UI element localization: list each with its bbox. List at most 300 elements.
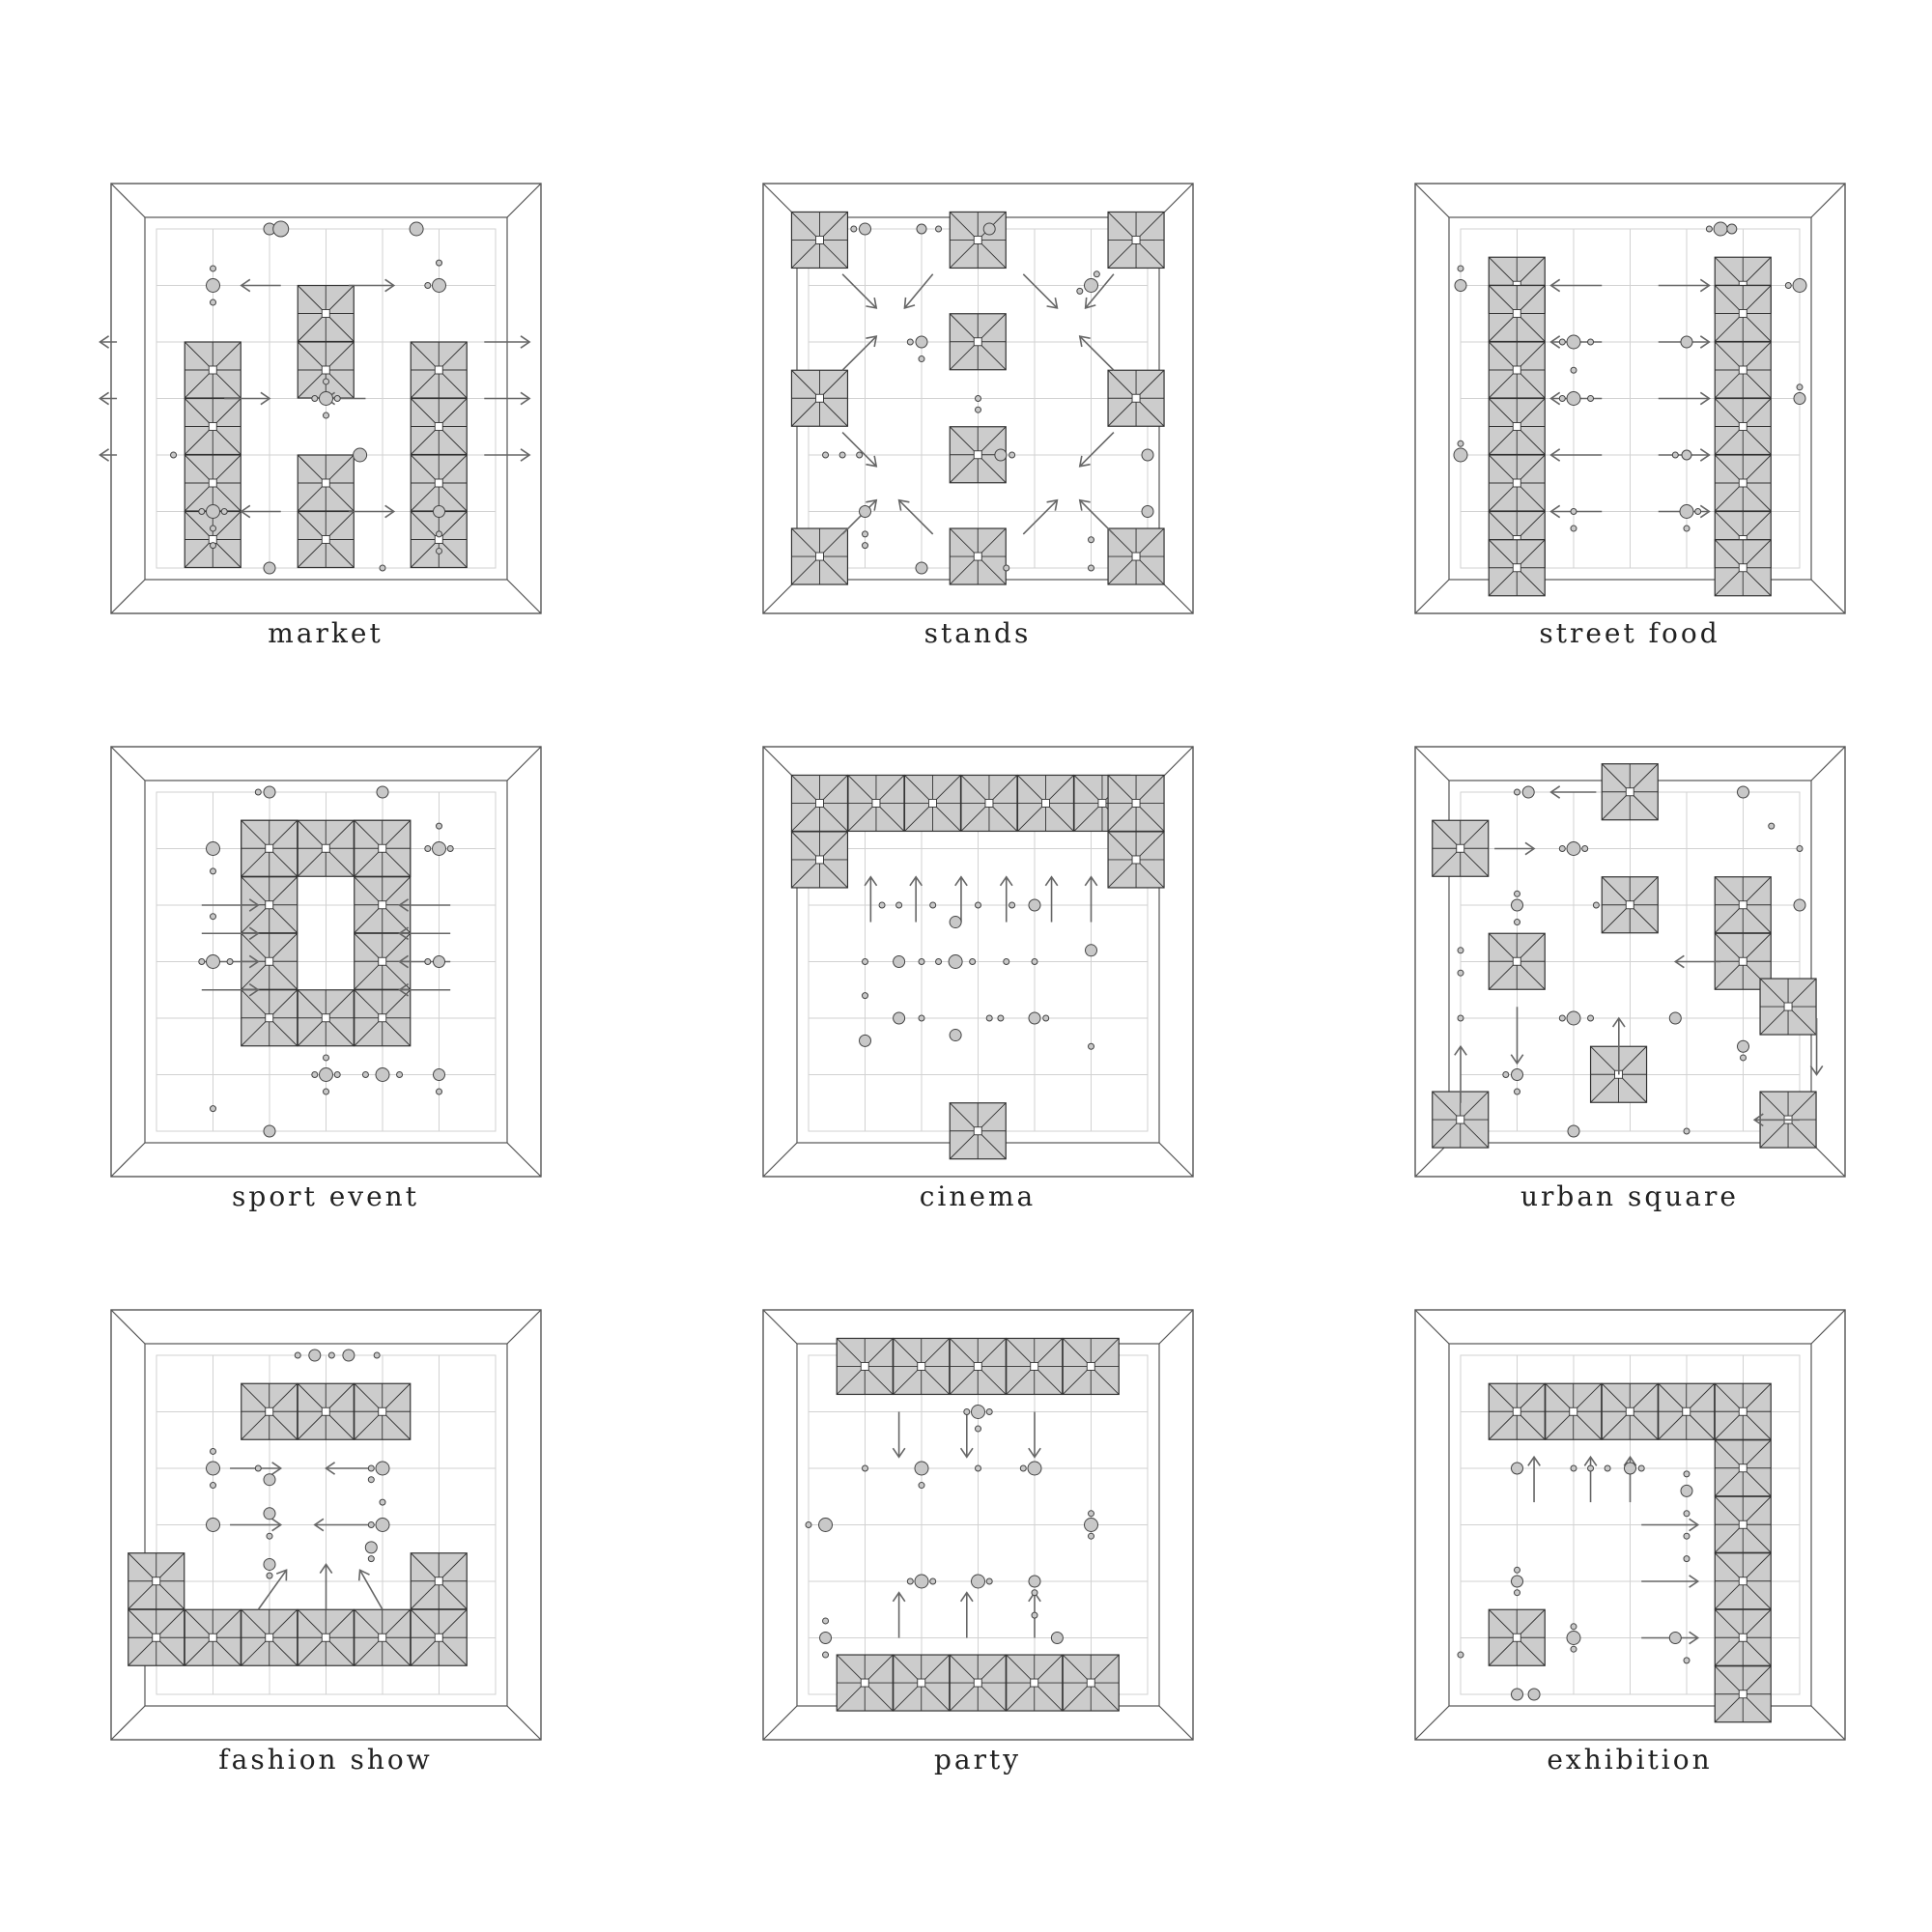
module-post	[1513, 957, 1520, 965]
person-marker-icon	[199, 509, 205, 515]
person-marker-icon	[995, 449, 1007, 461]
person-marker-icon	[434, 506, 445, 518]
person-marker-icon	[1741, 1055, 1747, 1061]
canopy-module-icon	[1715, 1609, 1771, 1665]
person-marker-icon	[1512, 1576, 1523, 1587]
module-post	[209, 1634, 216, 1641]
canopy-module-icon	[355, 990, 411, 1046]
module-post	[1132, 394, 1140, 402]
person-marker-icon	[930, 902, 936, 908]
flow-arrow-icon	[1675, 955, 1720, 967]
person-marker-icon	[1515, 891, 1520, 896]
person-marker-icon	[1714, 222, 1727, 236]
canopy-module-icon	[1715, 455, 1771, 511]
canopy-module-icon	[791, 832, 847, 888]
canopy-module-icon	[298, 455, 354, 511]
canopy-module-icon	[894, 1655, 950, 1711]
person-marker-icon	[1089, 1043, 1094, 1049]
person-marker-icon	[1515, 789, 1520, 795]
person-marker-icon	[264, 562, 275, 574]
module-post	[1570, 1407, 1577, 1415]
module-post	[1626, 901, 1634, 909]
corner-bevel	[507, 1706, 541, 1740]
module-post	[861, 1362, 868, 1370]
person-marker-icon	[1458, 1652, 1463, 1658]
person-marker-icon	[1455, 280, 1466, 292]
person-marker-icon	[1738, 1040, 1749, 1052]
module-post	[435, 366, 442, 374]
module-post	[1513, 479, 1520, 487]
person-marker-icon	[839, 452, 845, 458]
canopy-module-icon	[1063, 1655, 1119, 1711]
canopy-module-icon	[950, 1103, 1006, 1159]
person-marker-icon	[1593, 902, 1599, 908]
canopy-module-icon	[1715, 1666, 1771, 1722]
canopy-module-icon	[1489, 342, 1545, 398]
arrow-shaft	[899, 500, 933, 534]
person-marker-icon	[986, 1578, 992, 1584]
module-post	[918, 1362, 925, 1370]
module-post	[928, 799, 936, 807]
person-marker-icon	[380, 1499, 385, 1505]
person-marker-icon	[1794, 899, 1805, 911]
module-post	[322, 1407, 329, 1415]
person-marker-icon	[1669, 1633, 1681, 1644]
panel-party	[763, 1310, 1193, 1776]
person-marker-icon	[1029, 1012, 1040, 1024]
module-post	[1098, 799, 1106, 807]
module-post	[1739, 1520, 1747, 1528]
person-marker-icon	[1684, 1556, 1690, 1562]
module-post	[1683, 1407, 1690, 1415]
module-post	[815, 799, 823, 807]
person-marker-icon	[1085, 279, 1098, 293]
module-post	[1132, 799, 1140, 807]
person-marker-icon	[207, 279, 220, 293]
person-marker-icon	[879, 902, 885, 908]
flow-arrow-icon	[230, 1519, 281, 1530]
module-post	[974, 236, 981, 243]
module-post	[1087, 1362, 1094, 1370]
flow-arrow-icon	[1023, 274, 1057, 308]
person-marker-icon	[1588, 1465, 1594, 1471]
module-post	[322, 1634, 329, 1641]
canopy-module-icon	[1489, 286, 1545, 342]
canopy-module-icon	[128, 1609, 185, 1665]
person-marker-icon	[255, 1465, 261, 1471]
person-marker-icon	[863, 993, 868, 999]
canopy-module-icon	[904, 775, 960, 831]
person-marker-icon	[1029, 1576, 1040, 1587]
person-marker-icon	[936, 959, 942, 965]
corner-bevel	[1415, 580, 1449, 613]
person-marker-icon	[917, 224, 926, 234]
person-marker-icon	[972, 1575, 985, 1588]
panel-caption: exhibition	[1547, 1744, 1713, 1776]
person-marker-icon	[425, 283, 431, 289]
corner-bevel	[111, 1310, 145, 1344]
corner-bevel	[507, 1143, 541, 1177]
person-marker-icon	[1567, 335, 1580, 349]
person-marker-icon	[211, 868, 216, 874]
arrow-shaft	[842, 433, 876, 467]
canopy-module-icon	[1715, 1440, 1771, 1496]
canopy-module-icon	[1715, 1383, 1771, 1439]
flow-arrow-icon	[349, 279, 394, 291]
module-post	[1457, 1116, 1464, 1123]
module-post	[1626, 788, 1634, 796]
module-post	[1041, 799, 1049, 807]
flow-arrow-icon	[100, 392, 118, 404]
module-post	[872, 799, 880, 807]
canopy-module-icon	[355, 1383, 411, 1439]
canopy-module-icon	[298, 1609, 354, 1665]
person-marker-icon	[1515, 1590, 1520, 1596]
person-marker-icon	[1567, 1011, 1580, 1025]
people-markers	[806, 1406, 1098, 1659]
canopy-module-icon	[185, 399, 241, 455]
person-marker-icon	[324, 379, 329, 384]
flow-arrow-icon	[242, 279, 281, 291]
canopy-module-icon	[791, 775, 847, 831]
person-marker-icon	[976, 396, 981, 402]
arrow-shaft	[842, 274, 876, 308]
person-marker-icon	[1089, 565, 1094, 571]
person-marker-icon	[354, 448, 367, 462]
person-marker-icon	[343, 1350, 355, 1361]
person-marker-icon	[1009, 902, 1015, 908]
person-marker-icon	[1785, 283, 1791, 289]
arrow-shaft	[1023, 274, 1057, 308]
module-post	[322, 536, 329, 544]
canopy-module-icon	[185, 455, 241, 511]
person-marker-icon	[1458, 266, 1463, 271]
person-marker-icon	[1515, 1567, 1520, 1573]
person-marker-icon	[1454, 448, 1467, 462]
canopy-module-icon	[355, 1609, 411, 1665]
person-marker-icon	[1684, 1128, 1690, 1134]
corner-bevel	[1811, 747, 1845, 781]
panel-stands	[763, 184, 1193, 649]
person-marker-icon	[863, 543, 868, 549]
person-marker-icon	[264, 1558, 275, 1570]
module-post	[379, 901, 386, 909]
canopy-module-icon	[950, 314, 1006, 370]
canopy-module-icon	[1715, 1496, 1771, 1552]
corner-bevel	[111, 184, 145, 217]
canopy-module-icon	[1489, 933, 1545, 989]
flow-arrow-icon	[242, 505, 281, 517]
module-post	[1739, 901, 1747, 909]
corner-bevel	[763, 1143, 797, 1177]
panel-frame	[111, 747, 541, 1177]
person-marker-icon	[936, 226, 942, 232]
module-post	[266, 901, 273, 909]
canopy-module-icon	[242, 820, 298, 876]
arrow-shaft	[842, 336, 876, 370]
module-post	[435, 423, 442, 431]
canopy-module-icon	[1489, 399, 1545, 455]
canopy-module-icon	[791, 528, 847, 584]
canopy-module-icon	[1108, 528, 1164, 584]
person-marker-icon	[1515, 1089, 1520, 1094]
canopy-module-icon	[1760, 979, 1816, 1035]
canopy-module-icon	[298, 1383, 354, 1439]
canopy-module-icon	[1108, 832, 1164, 888]
person-marker-icon	[1142, 449, 1153, 461]
module-post	[1739, 310, 1747, 318]
module-post	[1739, 1464, 1747, 1472]
person-marker-icon	[334, 396, 340, 402]
person-marker-icon	[433, 842, 446, 856]
flow-arrow-icon	[1029, 1412, 1040, 1458]
person-marker-icon	[437, 548, 442, 554]
person-marker-icon	[986, 1409, 992, 1415]
person-marker-icon	[1588, 339, 1594, 345]
canopy-module-icon	[1007, 1338, 1063, 1394]
person-marker-icon	[1051, 1633, 1063, 1644]
person-marker-icon	[324, 1055, 329, 1061]
canopy-module-icon	[791, 212, 847, 268]
arrow-shaft	[904, 274, 932, 308]
person-marker-icon	[860, 506, 871, 518]
module-post	[815, 394, 823, 402]
panel-frame	[1415, 1310, 1845, 1740]
person-marker-icon	[976, 407, 981, 412]
person-marker-icon	[362, 1072, 368, 1078]
canopy-module-icon	[1659, 1383, 1715, 1439]
module-post	[1513, 423, 1520, 431]
person-marker-icon	[374, 1352, 380, 1358]
corner-bevel	[1159, 1143, 1193, 1177]
person-marker-icon	[1559, 846, 1565, 852]
corner-bevel	[111, 747, 145, 781]
person-marker-icon	[368, 1477, 374, 1483]
corner-bevel	[1415, 1310, 1449, 1344]
person-marker-icon	[211, 526, 216, 531]
module-post	[918, 1679, 925, 1687]
person-marker-icon	[857, 452, 863, 458]
module-post	[1739, 564, 1747, 572]
person-marker-icon	[915, 1575, 928, 1588]
person-marker-icon	[425, 846, 431, 852]
person-marker-icon	[227, 959, 233, 965]
canopy-module-icon	[411, 1609, 467, 1665]
module-post	[1132, 553, 1140, 560]
person-marker-icon	[309, 1350, 321, 1361]
flow-arrow-icon	[910, 877, 922, 923]
arrow-shaft	[1080, 336, 1114, 370]
module-post	[266, 957, 273, 965]
canopy-module-icon	[1602, 1383, 1658, 1439]
corner-bevel	[763, 1310, 797, 1344]
person-marker-icon	[1588, 1015, 1594, 1021]
panel-caption: urban square	[1520, 1180, 1739, 1212]
panel-frame	[763, 1310, 1193, 1740]
canopy-module-icon	[894, 1338, 950, 1394]
canopy-module-icon	[1546, 1383, 1602, 1439]
person-marker-icon	[1086, 945, 1097, 956]
module-post	[1784, 1003, 1792, 1010]
module-post	[379, 1407, 386, 1415]
canopy-module-icon	[298, 342, 354, 398]
panel-market	[100, 184, 542, 649]
flow-arrow-icon	[899, 500, 933, 534]
person-marker-icon	[986, 1015, 992, 1021]
person-marker-icon	[819, 1519, 833, 1532]
person-marker-icon	[863, 1465, 868, 1471]
person-marker-icon	[1605, 1465, 1610, 1471]
module-post	[322, 1014, 329, 1022]
module-post	[435, 1634, 442, 1641]
person-marker-icon	[380, 565, 385, 571]
flow-arrow-icon	[1551, 279, 1603, 291]
person-marker-icon	[1559, 339, 1565, 345]
canopy-module-icon	[298, 820, 354, 876]
module-post	[209, 423, 216, 431]
module-post	[209, 366, 216, 374]
person-marker-icon	[207, 505, 220, 519]
person-marker-icon	[949, 955, 962, 969]
module-post	[322, 479, 329, 487]
panel-caption: street food	[1539, 617, 1720, 649]
person-marker-icon	[1793, 279, 1806, 293]
module-post	[1132, 856, 1140, 864]
person-marker-icon	[368, 1465, 374, 1471]
person-marker-icon	[1567, 842, 1580, 856]
module-post	[974, 1679, 981, 1687]
person-marker-icon	[1682, 450, 1691, 460]
module-post	[974, 451, 981, 459]
person-marker-icon	[328, 1352, 334, 1358]
module-post	[379, 844, 386, 852]
canopy-module-icon	[1108, 775, 1164, 831]
person-marker-icon	[1695, 509, 1701, 515]
person-marker-icon	[221, 509, 227, 515]
person-marker-icon	[447, 846, 453, 852]
person-marker-icon	[919, 959, 924, 965]
canopy-module-icon	[242, 1609, 298, 1665]
person-marker-icon	[1094, 271, 1099, 277]
panel-caption: party	[933, 1744, 1022, 1776]
panel-frame	[763, 747, 1193, 1177]
flow-arrow-icon	[1080, 433, 1114, 467]
person-marker-icon	[437, 260, 442, 266]
arrow-shaft	[1023, 500, 1057, 534]
module-post	[1132, 236, 1140, 243]
person-marker-icon	[255, 789, 261, 795]
corner-bevel	[507, 184, 541, 217]
flow-arrow-icon	[349, 505, 394, 517]
module-post	[1513, 564, 1520, 572]
canopy-module-icon	[1108, 370, 1164, 426]
flow-arrows	[1528, 1457, 1698, 1643]
flow-arrow-icon	[100, 336, 118, 348]
module-post	[266, 844, 273, 852]
flow-arrow-icon	[1659, 392, 1710, 404]
person-marker-icon	[1588, 396, 1594, 402]
corner-bevel	[111, 1143, 145, 1177]
person-marker-icon	[211, 543, 216, 549]
person-marker-icon	[1020, 1465, 1026, 1471]
module-post	[1739, 479, 1747, 487]
person-marker-icon	[972, 1406, 985, 1419]
corner-bevel	[111, 580, 145, 613]
person-marker-icon	[264, 1125, 275, 1137]
person-marker-icon	[970, 959, 976, 965]
canopy-module-icon	[950, 1338, 1006, 1394]
flow-arrow-icon	[1085, 877, 1096, 923]
person-marker-icon	[1559, 396, 1565, 402]
canopy-module-icon	[1108, 212, 1164, 268]
person-marker-icon	[320, 392, 333, 406]
person-marker-icon	[919, 356, 924, 362]
canopy-module-icon	[837, 1338, 893, 1394]
arrow-shaft	[1080, 500, 1114, 534]
corner-bevel	[1415, 1706, 1449, 1740]
canopy-module-icon	[950, 528, 1006, 584]
corner-bevel	[1811, 184, 1845, 217]
module-post	[1739, 957, 1747, 965]
canopy-module-icon	[185, 342, 241, 398]
canopy-module-icon	[411, 512, 467, 568]
person-marker-icon	[983, 223, 995, 235]
person-marker-icon	[397, 1072, 403, 1078]
person-marker-icon	[806, 1522, 811, 1528]
person-marker-icon	[1571, 526, 1577, 531]
person-marker-icon	[1142, 506, 1153, 518]
person-marker-icon	[1512, 899, 1523, 911]
person-marker-icon	[976, 1465, 981, 1471]
canopy-module-icon	[298, 990, 354, 1046]
person-marker-icon	[1522, 786, 1534, 798]
module-post	[861, 1679, 868, 1687]
person-marker-icon	[823, 452, 829, 458]
person-marker-icon	[1571, 1624, 1577, 1630]
person-marker-icon	[1004, 565, 1009, 571]
person-marker-icon	[1458, 948, 1463, 953]
canopy-module-icon	[1017, 775, 1073, 831]
flow-arrows	[865, 877, 1097, 923]
arrow-shaft	[842, 500, 876, 534]
corner-bevel	[507, 747, 541, 781]
flow-arrow-icon	[1551, 449, 1603, 461]
module-post	[1626, 1407, 1634, 1415]
panel-street-food	[1415, 184, 1845, 649]
person-marker-icon	[207, 842, 220, 856]
person-marker-icon	[896, 902, 902, 908]
person-marker-icon	[1706, 226, 1712, 232]
person-marker-icon	[1625, 1463, 1636, 1474]
panel-exhibition	[1415, 1310, 1845, 1776]
person-marker-icon	[1738, 786, 1749, 798]
canopy-module-icon	[411, 399, 467, 455]
person-marker-icon	[211, 1483, 216, 1489]
module-post	[379, 1634, 386, 1641]
person-marker-icon	[1004, 959, 1009, 965]
person-marker-icon	[267, 1533, 272, 1539]
person-marker-icon	[863, 959, 868, 965]
module-post	[815, 553, 823, 560]
person-marker-icon	[894, 956, 905, 968]
person-marker-icon	[434, 1069, 445, 1081]
canopy-module-icon	[185, 512, 241, 568]
person-marker-icon	[437, 531, 442, 537]
canopy-module-icon	[1602, 764, 1658, 820]
person-marker-icon	[410, 222, 423, 236]
flow-arrow-icon	[1641, 1519, 1698, 1530]
flow-arrow-icon	[1045, 877, 1057, 923]
